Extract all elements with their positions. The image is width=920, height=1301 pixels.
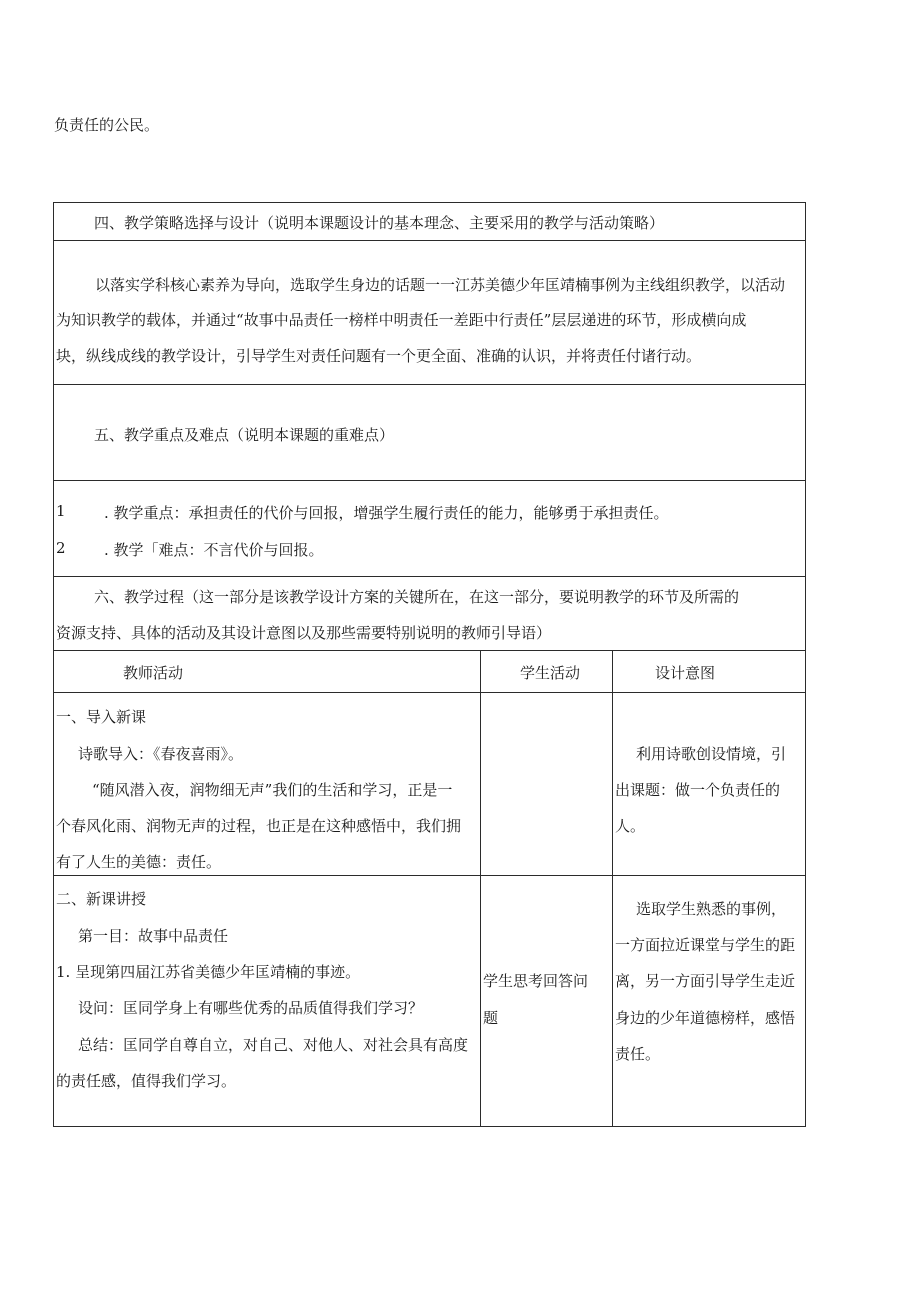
- difficult-point-number: 2: [56, 539, 66, 557]
- table-rule: [53, 650, 806, 651]
- design-intent-text: 利用诗歌创设情境，引: [636, 745, 787, 763]
- table-rule: [53, 875, 806, 876]
- teacher-activity-text: 诗歌导入：《春夜喜雨》。: [78, 745, 244, 763]
- table-rule: [805, 202, 806, 1127]
- design-intent-text: 出课题：做一个负责任的: [615, 781, 781, 799]
- teacher-activity-text: 有了人生的美德：责任。: [56, 853, 222, 871]
- section4-heading: 四、教学策略选择与设计（说明本课题设计的基本理念、主要采用的教学与活动策略）: [94, 214, 665, 232]
- student-activity-text: 学生思考回答问: [483, 972, 589, 990]
- key-point-number: 1: [56, 502, 66, 520]
- intro-tail-text: 负责任的公民。: [54, 116, 160, 134]
- student-activity-text: 题: [483, 1009, 499, 1027]
- table-rule: [53, 692, 806, 693]
- table-rule: [612, 650, 613, 1127]
- table-rule: [53, 202, 54, 1127]
- section4-line: 块，纵线成线的教学设计，引导学生对责任问题有一个更全面、准确的认识，并将责任付诸行动。: [56, 347, 702, 365]
- design-intent-text: 选取学生熟悉的事例，: [636, 900, 787, 918]
- section5-heading: 五、教学重点及难点（说明本课题的重难点）: [94, 426, 395, 444]
- column-header-teacher: 教师活动: [123, 664, 184, 682]
- design-intent-text: 一方面拉近课堂与学生的距: [615, 936, 796, 954]
- teacher-activity-text: 的责任感，值得我们学习。: [56, 1072, 237, 1090]
- table-rule: [53, 576, 806, 577]
- teacher-activity-text: 一、导入新课: [56, 708, 147, 726]
- teacher-activity-text: 总结：匡同学自尊自立，对自己、对他人、对社会具有高度: [78, 1036, 469, 1054]
- design-intent-text: 离，另一方面引导学生走近: [615, 972, 796, 990]
- table-rule: [53, 384, 806, 385]
- teacher-activity-text: 第一目：故事中品责任: [78, 927, 229, 945]
- teacher-activity-text: 1. 呈现第四届江苏省美德少年匡靖楠的事迹。: [56, 963, 361, 981]
- section6-heading: 资源支持、具体的活动及其设计意图以及那些需要特别说明的教师引导语）: [56, 624, 552, 642]
- column-header-intent: 设计意图: [655, 664, 716, 682]
- table-rule: [53, 480, 806, 481]
- section4-line: 为知识教学的载体，并通过“故事中品责任一榜样中明责任一差距中行责任”层层递进的环节，形成横向成: [56, 311, 747, 329]
- table-rule: [53, 1126, 806, 1127]
- table-rule: [53, 240, 806, 241]
- section4-line: 以落实学科核心素养为导向，选取学生身边的话题一一江苏美德少年匡靖楠事例为主线组织教学，以活动: [95, 276, 786, 294]
- table-rule: [53, 202, 806, 203]
- design-intent-text: 责任。: [615, 1045, 661, 1063]
- table-rule: [480, 650, 481, 1127]
- teacher-activity-text: 设问：匡同学身上有哪些优秀的品质值得我们学习？: [78, 999, 424, 1017]
- design-intent-text: 身边的少年道德榜样，感悟: [615, 1009, 796, 1027]
- teacher-activity-text: “随风潜入夜，润物细无声”我们的生活和学习，正是一: [92, 781, 453, 799]
- difficult-point-text: . 教学「难点：不言代价与回报。: [104, 541, 324, 559]
- design-intent-text: 人。: [615, 817, 646, 835]
- column-header-student: 学生活动: [520, 664, 581, 682]
- teacher-activity-text: 个春风化雨、润物无声的过程，也正是在这种感悟中，我们拥: [56, 817, 462, 835]
- teacher-activity-text: 二、新课讲授: [56, 890, 147, 908]
- key-point-text: . 教学重点：承担责任的代价与回报，增强学生履行责任的能力，能够勇于承担责任。: [104, 504, 669, 522]
- section6-heading: 六、教学过程（这一部分是该教学设计方案的关键所在，在这一部分，要说明教学的环节及所需的: [94, 588, 740, 606]
